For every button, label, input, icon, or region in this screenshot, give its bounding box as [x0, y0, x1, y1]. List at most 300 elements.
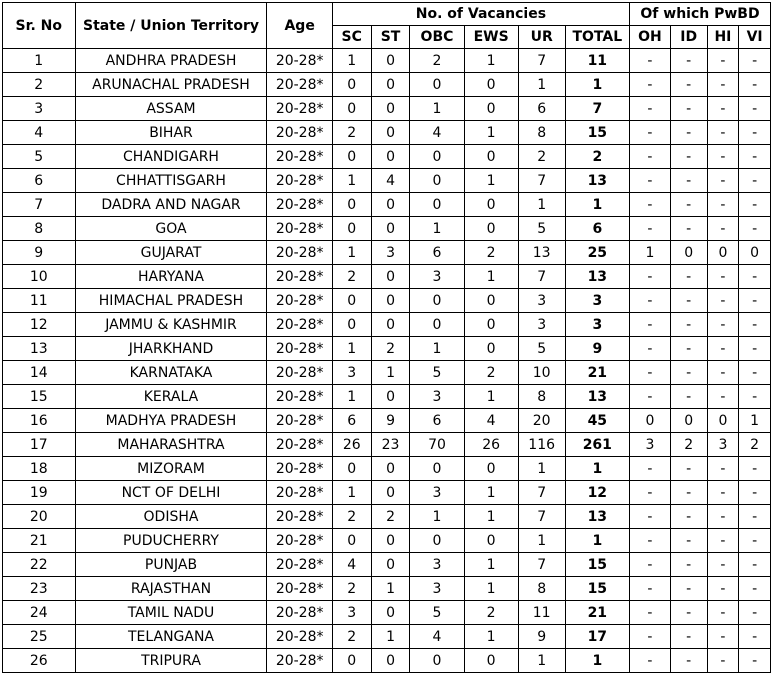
header-pwbd-group: Of which PwBD	[629, 3, 770, 26]
cell-obc: 0	[410, 313, 464, 337]
cell-sc: 26	[332, 433, 371, 457]
table-row	[3, 409, 771, 433]
cell-sr-no: 6	[3, 169, 76, 193]
cell-oh: 1	[629, 241, 670, 265]
cell-vi: -	[739, 457, 771, 481]
cell-vi: -	[739, 49, 771, 73]
cell-sr-no: 23	[3, 577, 76, 601]
table-row	[3, 73, 771, 97]
cell-age: 20-28*	[267, 457, 332, 481]
cell-sc: 0	[332, 289, 371, 313]
cell-id: -	[670, 529, 707, 553]
cell-total: 1	[565, 529, 629, 553]
cell-st: 23	[371, 433, 410, 457]
cell-ews: 1	[464, 625, 518, 649]
cell-ur: 1	[518, 193, 565, 217]
cell-obc: 0	[410, 73, 464, 97]
cell-sc: 1	[332, 49, 371, 73]
cell-vi: -	[739, 577, 771, 601]
cell-state: DADRA AND NAGAR	[75, 193, 267, 217]
cell-age: 20-28*	[267, 505, 332, 529]
cell-obc: 3	[410, 553, 464, 577]
cell-age: 20-28*	[267, 625, 332, 649]
cell-ur: 7	[518, 481, 565, 505]
table-row	[3, 193, 771, 217]
cell-state: ASSAM	[75, 97, 267, 121]
cell-ews: 0	[464, 313, 518, 337]
cell-sc: 1	[332, 169, 371, 193]
cell-vi: -	[739, 481, 771, 505]
cell-ews: 0	[464, 193, 518, 217]
cell-ews: 2	[464, 601, 518, 625]
cell-sc: 3	[332, 361, 371, 385]
cell-state: NCT OF DELHI	[75, 481, 267, 505]
cell-ur: 13	[518, 241, 565, 265]
cell-id: -	[670, 385, 707, 409]
cell-vi: -	[739, 97, 771, 121]
cell-oh: -	[629, 337, 670, 361]
cell-sr-no: 16	[3, 409, 76, 433]
cell-total: 1	[565, 457, 629, 481]
cell-oh: 0	[629, 409, 670, 433]
header-total: TOTAL	[565, 26, 629, 49]
cell-total: 7	[565, 97, 629, 121]
cell-ur: 8	[518, 577, 565, 601]
cell-st: 1	[371, 625, 410, 649]
cell-st: 0	[371, 649, 410, 673]
cell-oh: -	[629, 529, 670, 553]
cell-sr-no: 13	[3, 337, 76, 361]
cell-state: HARYANA	[75, 265, 267, 289]
cell-sr-no: 7	[3, 193, 76, 217]
cell-total: 6	[565, 217, 629, 241]
vacancy-table	[2, 2, 771, 673]
cell-age: 20-28*	[267, 577, 332, 601]
cell-age: 20-28*	[267, 241, 332, 265]
cell-obc: 5	[410, 601, 464, 625]
cell-sc: 0	[332, 193, 371, 217]
cell-sr-no: 20	[3, 505, 76, 529]
cell-st: 0	[371, 553, 410, 577]
table-row	[3, 121, 771, 145]
cell-st: 0	[371, 457, 410, 481]
cell-hi: -	[707, 625, 739, 649]
cell-hi: -	[707, 577, 739, 601]
cell-obc: 1	[410, 97, 464, 121]
cell-state: GUJARAT	[75, 241, 267, 265]
cell-id: -	[670, 649, 707, 673]
cell-sr-no: 26	[3, 649, 76, 673]
cell-ews: 1	[464, 169, 518, 193]
cell-state: ANDHRA PRADESH	[75, 49, 267, 73]
cell-oh: -	[629, 97, 670, 121]
cell-total: 3	[565, 289, 629, 313]
cell-hi: -	[707, 529, 739, 553]
cell-obc: 70	[410, 433, 464, 457]
cell-oh: -	[629, 481, 670, 505]
cell-vi: -	[739, 73, 771, 97]
cell-oh: -	[629, 601, 670, 625]
cell-age: 20-28*	[267, 529, 332, 553]
table-header	[3, 3, 771, 49]
cell-total: 13	[565, 169, 629, 193]
cell-obc: 4	[410, 121, 464, 145]
cell-ews: 0	[464, 529, 518, 553]
cell-vi: -	[739, 169, 771, 193]
cell-id: -	[670, 601, 707, 625]
cell-state: CHANDIGARH	[75, 145, 267, 169]
cell-ews: 0	[464, 97, 518, 121]
cell-sc: 0	[332, 97, 371, 121]
cell-id: -	[670, 625, 707, 649]
table-row	[3, 553, 771, 577]
cell-ur: 6	[518, 97, 565, 121]
cell-ews: 0	[464, 337, 518, 361]
cell-ews: 0	[464, 289, 518, 313]
cell-hi: -	[707, 457, 739, 481]
cell-ews: 2	[464, 361, 518, 385]
cell-sr-no: 8	[3, 217, 76, 241]
cell-st: 0	[371, 289, 410, 313]
cell-age: 20-28*	[267, 601, 332, 625]
cell-ews: 1	[464, 121, 518, 145]
header-vi: VI	[739, 26, 771, 49]
cell-state: HIMACHAL PRADESH	[75, 289, 267, 313]
table-row	[3, 337, 771, 361]
table-row	[3, 649, 771, 673]
cell-total: 13	[565, 265, 629, 289]
header-sr-no: Sr. No	[3, 3, 76, 49]
cell-age: 20-28*	[267, 385, 332, 409]
cell-age: 20-28*	[267, 265, 332, 289]
cell-oh: -	[629, 649, 670, 673]
cell-id: 0	[670, 241, 707, 265]
cell-ur: 2	[518, 145, 565, 169]
cell-hi: 0	[707, 241, 739, 265]
cell-state: GOA	[75, 217, 267, 241]
cell-st: 2	[371, 337, 410, 361]
cell-oh: -	[629, 49, 670, 73]
cell-obc: 6	[410, 241, 464, 265]
cell-age: 20-28*	[267, 553, 332, 577]
cell-oh: -	[629, 457, 670, 481]
table-row	[3, 625, 771, 649]
cell-ur: 8	[518, 385, 565, 409]
header-hi: HI	[707, 26, 739, 49]
cell-sc: 3	[332, 601, 371, 625]
cell-ur: 1	[518, 457, 565, 481]
table-row	[3, 457, 771, 481]
cell-id: -	[670, 577, 707, 601]
cell-state: KARNATAKA	[75, 361, 267, 385]
cell-vi: -	[739, 289, 771, 313]
cell-st: 0	[371, 481, 410, 505]
cell-id: -	[670, 73, 707, 97]
cell-sr-no: 11	[3, 289, 76, 313]
cell-sr-no: 18	[3, 457, 76, 481]
cell-age: 20-28*	[267, 289, 332, 313]
cell-state: JHARKHAND	[75, 337, 267, 361]
cell-oh: -	[629, 265, 670, 289]
cell-total: 1	[565, 73, 629, 97]
cell-oh: -	[629, 505, 670, 529]
cell-vi: -	[739, 337, 771, 361]
cell-vi: 2	[739, 433, 771, 457]
cell-st: 2	[371, 505, 410, 529]
header-ews: EWS	[464, 26, 518, 49]
cell-ews: 1	[464, 385, 518, 409]
cell-total: 3	[565, 313, 629, 337]
cell-state: MAHARASHTRA	[75, 433, 267, 457]
cell-oh: -	[629, 73, 670, 97]
cell-id: -	[670, 145, 707, 169]
cell-total: 13	[565, 385, 629, 409]
cell-sc: 0	[332, 457, 371, 481]
cell-obc: 3	[410, 577, 464, 601]
table-row	[3, 217, 771, 241]
cell-st: 0	[371, 193, 410, 217]
cell-age: 20-28*	[267, 481, 332, 505]
cell-st: 3	[371, 241, 410, 265]
cell-obc: 3	[410, 265, 464, 289]
cell-sc: 1	[332, 385, 371, 409]
cell-id: -	[670, 169, 707, 193]
cell-total: 261	[565, 433, 629, 457]
cell-hi: -	[707, 145, 739, 169]
cell-total: 25	[565, 241, 629, 265]
cell-st: 9	[371, 409, 410, 433]
cell-sr-no: 22	[3, 553, 76, 577]
table-row	[3, 481, 771, 505]
table-row	[3, 169, 771, 193]
header-ur: UR	[518, 26, 565, 49]
cell-oh: -	[629, 145, 670, 169]
cell-state: JAMMU & KASHMIR	[75, 313, 267, 337]
cell-hi: -	[707, 73, 739, 97]
cell-ur: 1	[518, 529, 565, 553]
cell-age: 20-28*	[267, 433, 332, 457]
cell-vi: -	[739, 313, 771, 337]
cell-id: -	[670, 193, 707, 217]
cell-sr-no: 25	[3, 625, 76, 649]
cell-ur: 7	[518, 169, 565, 193]
cell-hi: -	[707, 313, 739, 337]
cell-sc: 1	[332, 481, 371, 505]
cell-total: 11	[565, 49, 629, 73]
cell-age: 20-28*	[267, 97, 332, 121]
table-row	[3, 577, 771, 601]
cell-hi: -	[707, 361, 739, 385]
cell-state: ODISHA	[75, 505, 267, 529]
cell-id: 2	[670, 433, 707, 457]
table-row	[3, 601, 771, 625]
cell-vi: -	[739, 553, 771, 577]
cell-state: PUDUCHERRY	[75, 529, 267, 553]
cell-st: 0	[371, 217, 410, 241]
cell-oh: -	[629, 625, 670, 649]
cell-ur: 10	[518, 361, 565, 385]
cell-age: 20-28*	[267, 313, 332, 337]
cell-st: 1	[371, 361, 410, 385]
cell-vi: -	[739, 529, 771, 553]
cell-age: 20-28*	[267, 169, 332, 193]
header-vacancies-group: No. of Vacancies	[332, 3, 629, 26]
cell-obc: 1	[410, 217, 464, 241]
cell-ews: 0	[464, 649, 518, 673]
cell-state: KERALA	[75, 385, 267, 409]
cell-vi: -	[739, 505, 771, 529]
table-row	[3, 505, 771, 529]
cell-obc: 5	[410, 361, 464, 385]
header-st: ST	[371, 26, 410, 49]
cell-ews: 1	[464, 505, 518, 529]
cell-id: -	[670, 49, 707, 73]
cell-ur: 1	[518, 73, 565, 97]
cell-hi: -	[707, 601, 739, 625]
cell-obc: 3	[410, 481, 464, 505]
cell-hi: -	[707, 649, 739, 673]
cell-hi: 0	[707, 409, 739, 433]
cell-id: -	[670, 457, 707, 481]
cell-ur: 7	[518, 553, 565, 577]
cell-oh: -	[629, 193, 670, 217]
cell-ews: 0	[464, 145, 518, 169]
cell-sr-no: 5	[3, 145, 76, 169]
cell-st: 0	[371, 121, 410, 145]
cell-state: MIZORAM	[75, 457, 267, 481]
cell-ur: 7	[518, 49, 565, 73]
cell-ews: 1	[464, 553, 518, 577]
cell-obc: 0	[410, 529, 464, 553]
cell-sr-no: 17	[3, 433, 76, 457]
cell-vi: -	[739, 361, 771, 385]
table-row	[3, 49, 771, 73]
cell-obc: 1	[410, 505, 464, 529]
table-row	[3, 313, 771, 337]
cell-age: 20-28*	[267, 49, 332, 73]
cell-ur: 11	[518, 601, 565, 625]
header-state: State / Union Territory	[75, 3, 267, 49]
table-row	[3, 97, 771, 121]
cell-id: -	[670, 481, 707, 505]
cell-vi: -	[739, 217, 771, 241]
cell-sr-no: 1	[3, 49, 76, 73]
cell-hi: -	[707, 481, 739, 505]
cell-vi: -	[739, 145, 771, 169]
table-row	[3, 385, 771, 409]
cell-sc: 2	[332, 505, 371, 529]
cell-state: BIHAR	[75, 121, 267, 145]
cell-id: -	[670, 121, 707, 145]
cell-oh: -	[629, 121, 670, 145]
cell-state: TAMIL NADU	[75, 601, 267, 625]
cell-st: 0	[371, 265, 410, 289]
cell-hi: -	[707, 49, 739, 73]
cell-id: -	[670, 265, 707, 289]
cell-vi: -	[739, 649, 771, 673]
cell-st: 1	[371, 577, 410, 601]
cell-obc: 1	[410, 337, 464, 361]
header-sc: SC	[332, 26, 371, 49]
cell-st: 0	[371, 529, 410, 553]
cell-oh: -	[629, 313, 670, 337]
cell-ur: 1	[518, 649, 565, 673]
cell-age: 20-28*	[267, 217, 332, 241]
cell-age: 20-28*	[267, 337, 332, 361]
cell-sr-no: 24	[3, 601, 76, 625]
cell-sr-no: 10	[3, 265, 76, 289]
cell-ews: 1	[464, 265, 518, 289]
cell-obc: 6	[410, 409, 464, 433]
cell-total: 1	[565, 193, 629, 217]
cell-vi: 0	[739, 241, 771, 265]
cell-sc: 2	[332, 625, 371, 649]
cell-hi: -	[707, 289, 739, 313]
cell-st: 0	[371, 601, 410, 625]
cell-age: 20-28*	[267, 409, 332, 433]
cell-total: 13	[565, 505, 629, 529]
cell-ur: 116	[518, 433, 565, 457]
cell-oh: 3	[629, 433, 670, 457]
cell-ews: 0	[464, 217, 518, 241]
cell-st: 0	[371, 385, 410, 409]
cell-id: -	[670, 361, 707, 385]
cell-ur: 8	[518, 121, 565, 145]
cell-sc: 0	[332, 145, 371, 169]
header-age: Age	[267, 3, 332, 49]
cell-st: 4	[371, 169, 410, 193]
cell-state: CHHATTISGARH	[75, 169, 267, 193]
cell-sc: 1	[332, 337, 371, 361]
cell-ur: 3	[518, 289, 565, 313]
cell-total: 21	[565, 361, 629, 385]
cell-age: 20-28*	[267, 73, 332, 97]
cell-ur: 9	[518, 625, 565, 649]
cell-id: -	[670, 313, 707, 337]
cell-st: 0	[371, 49, 410, 73]
cell-hi: 3	[707, 433, 739, 457]
cell-hi: -	[707, 385, 739, 409]
cell-ews: 0	[464, 457, 518, 481]
cell-id: -	[670, 97, 707, 121]
cell-sc: 0	[332, 649, 371, 673]
cell-sc: 2	[332, 265, 371, 289]
cell-obc: 2	[410, 49, 464, 73]
cell-hi: -	[707, 505, 739, 529]
cell-id: -	[670, 289, 707, 313]
cell-oh: -	[629, 553, 670, 577]
cell-obc: 0	[410, 169, 464, 193]
cell-sr-no: 3	[3, 97, 76, 121]
cell-hi: -	[707, 553, 739, 577]
cell-id: -	[670, 553, 707, 577]
cell-oh: -	[629, 169, 670, 193]
cell-oh: -	[629, 577, 670, 601]
cell-sr-no: 15	[3, 385, 76, 409]
cell-st: 0	[371, 73, 410, 97]
cell-sc: 2	[332, 577, 371, 601]
cell-sr-no: 4	[3, 121, 76, 145]
cell-hi: -	[707, 337, 739, 361]
cell-id: -	[670, 217, 707, 241]
cell-age: 20-28*	[267, 121, 332, 145]
cell-sr-no: 21	[3, 529, 76, 553]
cell-st: 0	[371, 97, 410, 121]
cell-age: 20-28*	[267, 193, 332, 217]
table-row	[3, 529, 771, 553]
cell-ews: 1	[464, 577, 518, 601]
cell-state: RAJASTHAN	[75, 577, 267, 601]
